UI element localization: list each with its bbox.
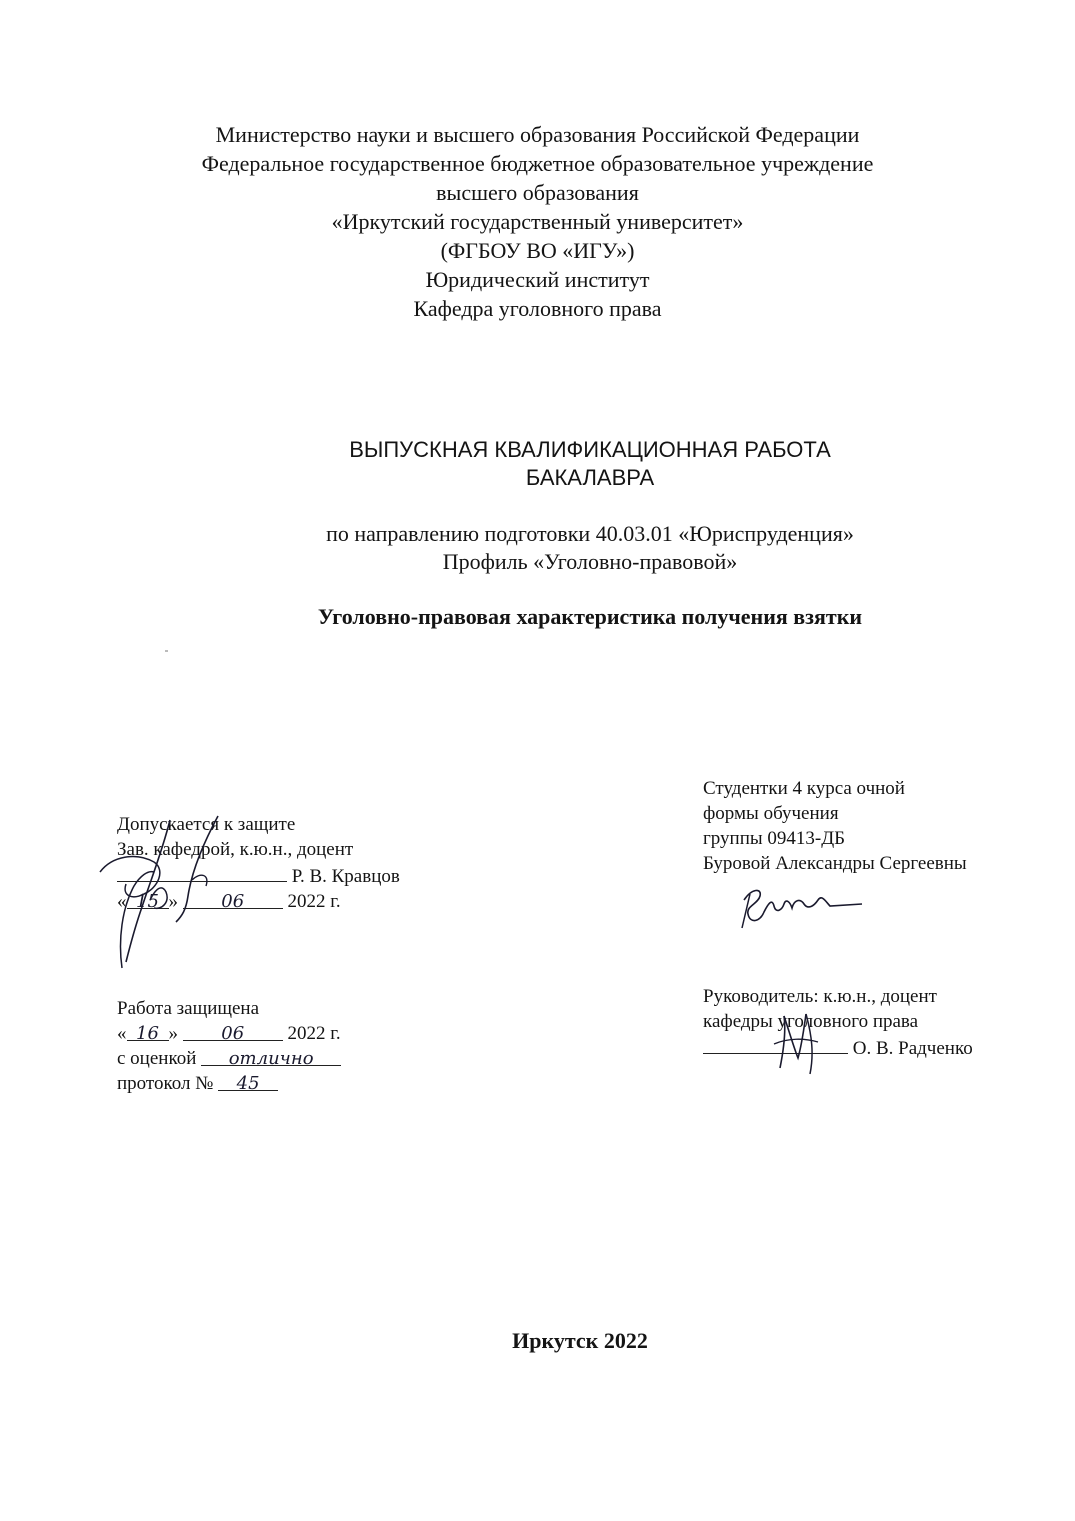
student-group: группы 09413-ДБ	[703, 828, 846, 849]
protocol-number: 45	[218, 1071, 278, 1091]
supervisor-line-2: кафедры уголовного права	[703, 1011, 919, 1032]
scan-speck	[165, 650, 168, 652]
supervisor-line-1: Руководитель: к.ю.н., доцент	[703, 986, 937, 1007]
student-line-1: Студентки 4 курса очной	[703, 778, 905, 799]
head-signature	[92, 812, 232, 972]
defense-line-1: Работа защищена	[117, 998, 260, 1019]
protocol-line	[117, 1071, 341, 1096]
supervisor-block	[703, 984, 973, 1061]
department-line: Кафедра уголовного права	[413, 296, 662, 321]
protocol-label: протокол №	[117, 1073, 214, 1094]
head-name: Р. В. Кравцов	[291, 866, 400, 887]
defense-month: 06	[183, 1021, 283, 1041]
work-kind	[0, 436, 1075, 492]
direction-line: по направлению подготовки 40.03.01 «Юриспруденция»	[326, 521, 854, 546]
university-abbr-line: (ФГБОУ ВО «ИГУ»)	[440, 238, 635, 263]
institution-type-line: Федеральное государственное бюджетное образовательное учреждение	[201, 151, 874, 176]
work-kind-line-2: БАКАЛАВРА	[525, 465, 655, 490]
admission-line-2: Зав. кафедрой, к.ю.н., доцент	[117, 839, 354, 860]
date-quote-close: »	[168, 891, 178, 912]
admission-day: 15	[127, 889, 169, 909]
supervisor-name: О. В. Радченко	[852, 1038, 973, 1059]
institution-header	[0, 120, 1075, 323]
work-kind-line-1: ВЫПУСКНАЯ КВАЛИФИКАЦИОННАЯ РАБОТА	[349, 437, 831, 462]
study-direction	[0, 520, 1075, 576]
profile-line: Профиль «Уголовно-правовой»	[442, 549, 738, 574]
date-quote-open: «	[117, 891, 127, 912]
student-line-2: формы обучения	[703, 803, 839, 824]
grade-label: с оценкой	[117, 1048, 197, 1069]
city-year: Иркутск 2022	[512, 1328, 648, 1353]
student-signature	[738, 880, 868, 930]
institute-line: Юридический институт	[425, 267, 650, 292]
university-name-line: «Иркутский государственный университет»	[331, 209, 744, 234]
thesis-topic: Уголовно-правовая характеристика получения взятки	[317, 604, 863, 629]
admission-month: 06	[183, 889, 283, 909]
defense-year: 2022 г.	[287, 1023, 341, 1044]
defense-day: 16	[127, 1021, 169, 1041]
admission-year: 2022 г.	[287, 891, 341, 912]
student-name: Буровой Александры Сергеевны	[703, 853, 967, 874]
defense-quote-open: «	[117, 1023, 127, 1044]
supervisor-signature-line	[703, 1034, 973, 1061]
education-level-line: высшего образования	[436, 180, 639, 205]
grade-line	[117, 1046, 341, 1071]
ministry-line: Министерство науки и высшего образования Российской Федерации	[215, 122, 860, 147]
student-block	[703, 776, 967, 876]
supervisor-signature	[770, 1008, 830, 1078]
defense-block	[117, 996, 341, 1096]
grade-value: отлично	[201, 1046, 341, 1066]
admission-line-1: Допускается к защите	[117, 814, 296, 835]
defense-date-line	[117, 1021, 341, 1046]
defense-quote-close: »	[168, 1023, 178, 1044]
